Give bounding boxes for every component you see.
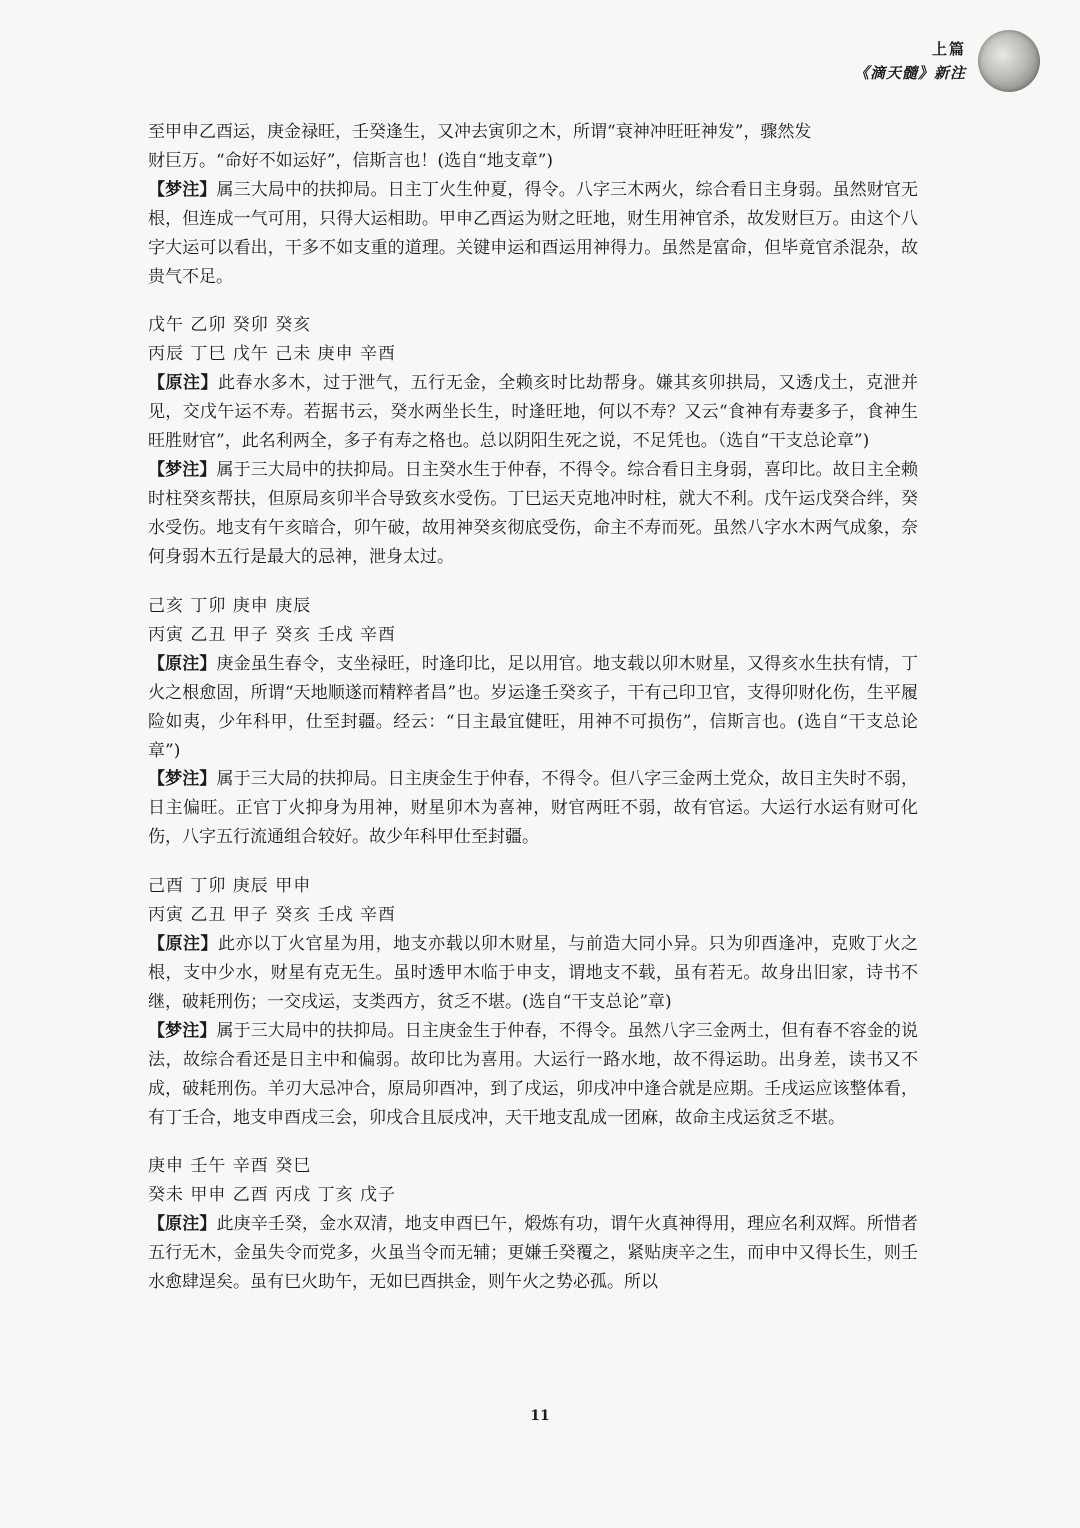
header-book-title: 《滴天髓》新注 (853, 64, 966, 82)
meng-note (148, 1017, 918, 1133)
meng-note (148, 765, 918, 852)
meng-note-tag: 【梦注】 (148, 179, 217, 200)
header-volume: 上篇 (931, 40, 966, 58)
birth-chart: 戊午 乙卯 癸卯 癸亥 (148, 315, 312, 336)
original-note-text: 庚金虽生春令，支坐禄旺，时逢印比，足以用官。地支载以卯木财星，又得亥水生扶有情，丁火之根愈固，所谓“天地顺遂而精粹者昌”也。岁运逢壬癸亥子，干有己印卫官，支得卯财化伤，生平履险如夷，少年科甲，仕至封疆。经云：“日主最宜健旺，用神不可损伤”，信斯言也。(选自“干支总论章”) (148, 653, 919, 761)
meng-note-tag: 【梦注】 (148, 769, 217, 790)
original-note-tag: 【原注】 (148, 373, 219, 394)
luck-pillars: 丙寅 乙丑 甲子 癸亥 壬戌 辛酉 (148, 905, 397, 926)
case-section (148, 1152, 918, 1297)
original-note (148, 369, 918, 456)
page-number: 11 (530, 1408, 550, 1424)
meng-note-text: 属于三大局中的扶抑局。日主癸水生于仲春，不得令。综合看日主身弱，喜印比。故日主全赖时柱癸亥帮扶，但原局亥卯半合导致亥水受伤。丁巳运天克地冲时柱，就大不利。戊午运戊癸合绊，癸水受伤。地支有午亥暗合，卯午破，故用神癸亥彻底受伤，命主不寿而死。虽然八字水木两气成象，奈何身弱木五行是最大的忌神，泄身太过。 (148, 460, 919, 567)
intro-line: 至甲申乙酉运，庚金禄旺，壬癸逢生，又冲去寅卯之木，所谓“衰神冲旺旺神发”，骤然发 (148, 122, 812, 142)
luck-pillars: 丙寅 乙丑 甲子 癸亥 壬戌 辛酉 (148, 624, 397, 645)
intro-section (148, 118, 918, 291)
intro-line: 财巨万。“命好不如运好”，信斯言也！(选自“地支章”) (148, 150, 554, 171)
original-note-text: 此春水多木，过于泄气，五行无金，全赖亥时比劫帮身。嫌其亥卯拱局，又透戊土，克泄并见，交戊午运不寿。若据书云，癸水两坐长生，时逢旺地，何以不寿？又云“食神有寿妻多子，食神生旺胜财官”，此名利两全，多子有寿之格也。总以阴阳生死之说，不足凭也。（选自“干支总论章”) (148, 373, 918, 452)
original-note (148, 930, 918, 1017)
original-note-text: 此亦以丁火官星为用，地支亦载以卯木财星，与前造大同小异。只为卯酉逢冲，克败丁火之根，支中少水，财星有克无生。虽时透甲木临于申支，谓地支不载，虽有若无。故身出旧家，诗书不继，破耗刑伤；一交戌运，支类西方，贫乏不堪。(选自“干支总论”章) (148, 934, 918, 1012)
luck-pillars: 癸未 甲申 乙酉 丙戌 丁亥 戊子 (148, 1185, 397, 1206)
meng-note (148, 456, 918, 572)
case-section (148, 872, 918, 1132)
original-note (148, 650, 918, 766)
original-note-tag: 【原注】 (148, 1214, 217, 1235)
page-body (148, 118, 918, 1317)
luck-pillars: 丙辰 丁巳 戊午 己未 庚申 辛酉 (148, 344, 397, 365)
meng-note-text: 属于三大局中的扶抑局。日主庚金生于仲春，不得令。虽然八字三金两土，但有春不容金的说法，故综合看还是日主中和偏弱。故印比为喜用。大运行一路水地，故不得运助。出身差，读书又不成，破耗刑伤。羊刃大忌冲合，原局卯酉冲，到了戌运，卯戌冲中逢合就是应期。壬戌运应该整体看，有丁壬合，地支申酉戌三会，卯戌合且辰戌冲，天干地支乱成一团麻，故命主戌运贫乏不堪。 (148, 1020, 919, 1128)
meng-note-tag: 【梦注】 (148, 1020, 217, 1041)
original-note-tag: 【原注】 (148, 653, 217, 674)
meng-note (148, 176, 918, 292)
running-header (854, 30, 1040, 92)
original-note (148, 1210, 918, 1297)
birth-chart: 庚申 壬午 辛酉 癸巳 (148, 1156, 312, 1177)
birth-chart: 己酉 丁卯 庚辰 甲申 (148, 876, 312, 897)
birth-chart: 己亥 丁卯 庚申 庚辰 (148, 595, 312, 616)
meng-note-text: 属于三大局的扶抑局。日主庚金生于仲春，不得令。但八字三金两土党众，故日主失时不弱，日主偏旺。正官丁火抑身为用神，财星卯木为喜神，财官两旺不弱，故有官运。大运行水运有财可化伤，八字五行流通组合较好。故少年科甲仕至封疆。 (148, 769, 919, 848)
case-section (148, 311, 918, 571)
original-note-text: 此庚辛壬癸，金水双清，地支申酉巳午，煅炼有功，谓午火真神得用，理应名利双辉。所惜者五行无木，金虽失令而党多，火虽当令而无辅；更嫌壬癸覆之，紧贴庚辛之生，而申中又得长生，则壬水愈肆逞矣。虽有巳火助午，无如巳酉拱金，则午火之势必孤。所以 (148, 1214, 919, 1293)
decorative-seal-icon (978, 30, 1040, 92)
case-section (148, 592, 918, 852)
meng-note-tag: 【梦注】 (148, 460, 217, 481)
original-note-tag: 【原注】 (148, 934, 219, 955)
meng-note-text: 属三大局中的扶抑局。日主丁火生仲夏，得令。八字三木两火，综合看日主身弱。虽然财官无根，但连成一气可用，只得大运相助。甲申乙酉运为财之旺地，财生用神官杀，故发财巨万。由这个八字大运可以看出，干多不如支重的道理。关键申运和酉运用神得力。虽然是富命，但毕竟官杀混杂，故贵气不足。 (148, 179, 919, 287)
header-text (854, 37, 966, 85)
